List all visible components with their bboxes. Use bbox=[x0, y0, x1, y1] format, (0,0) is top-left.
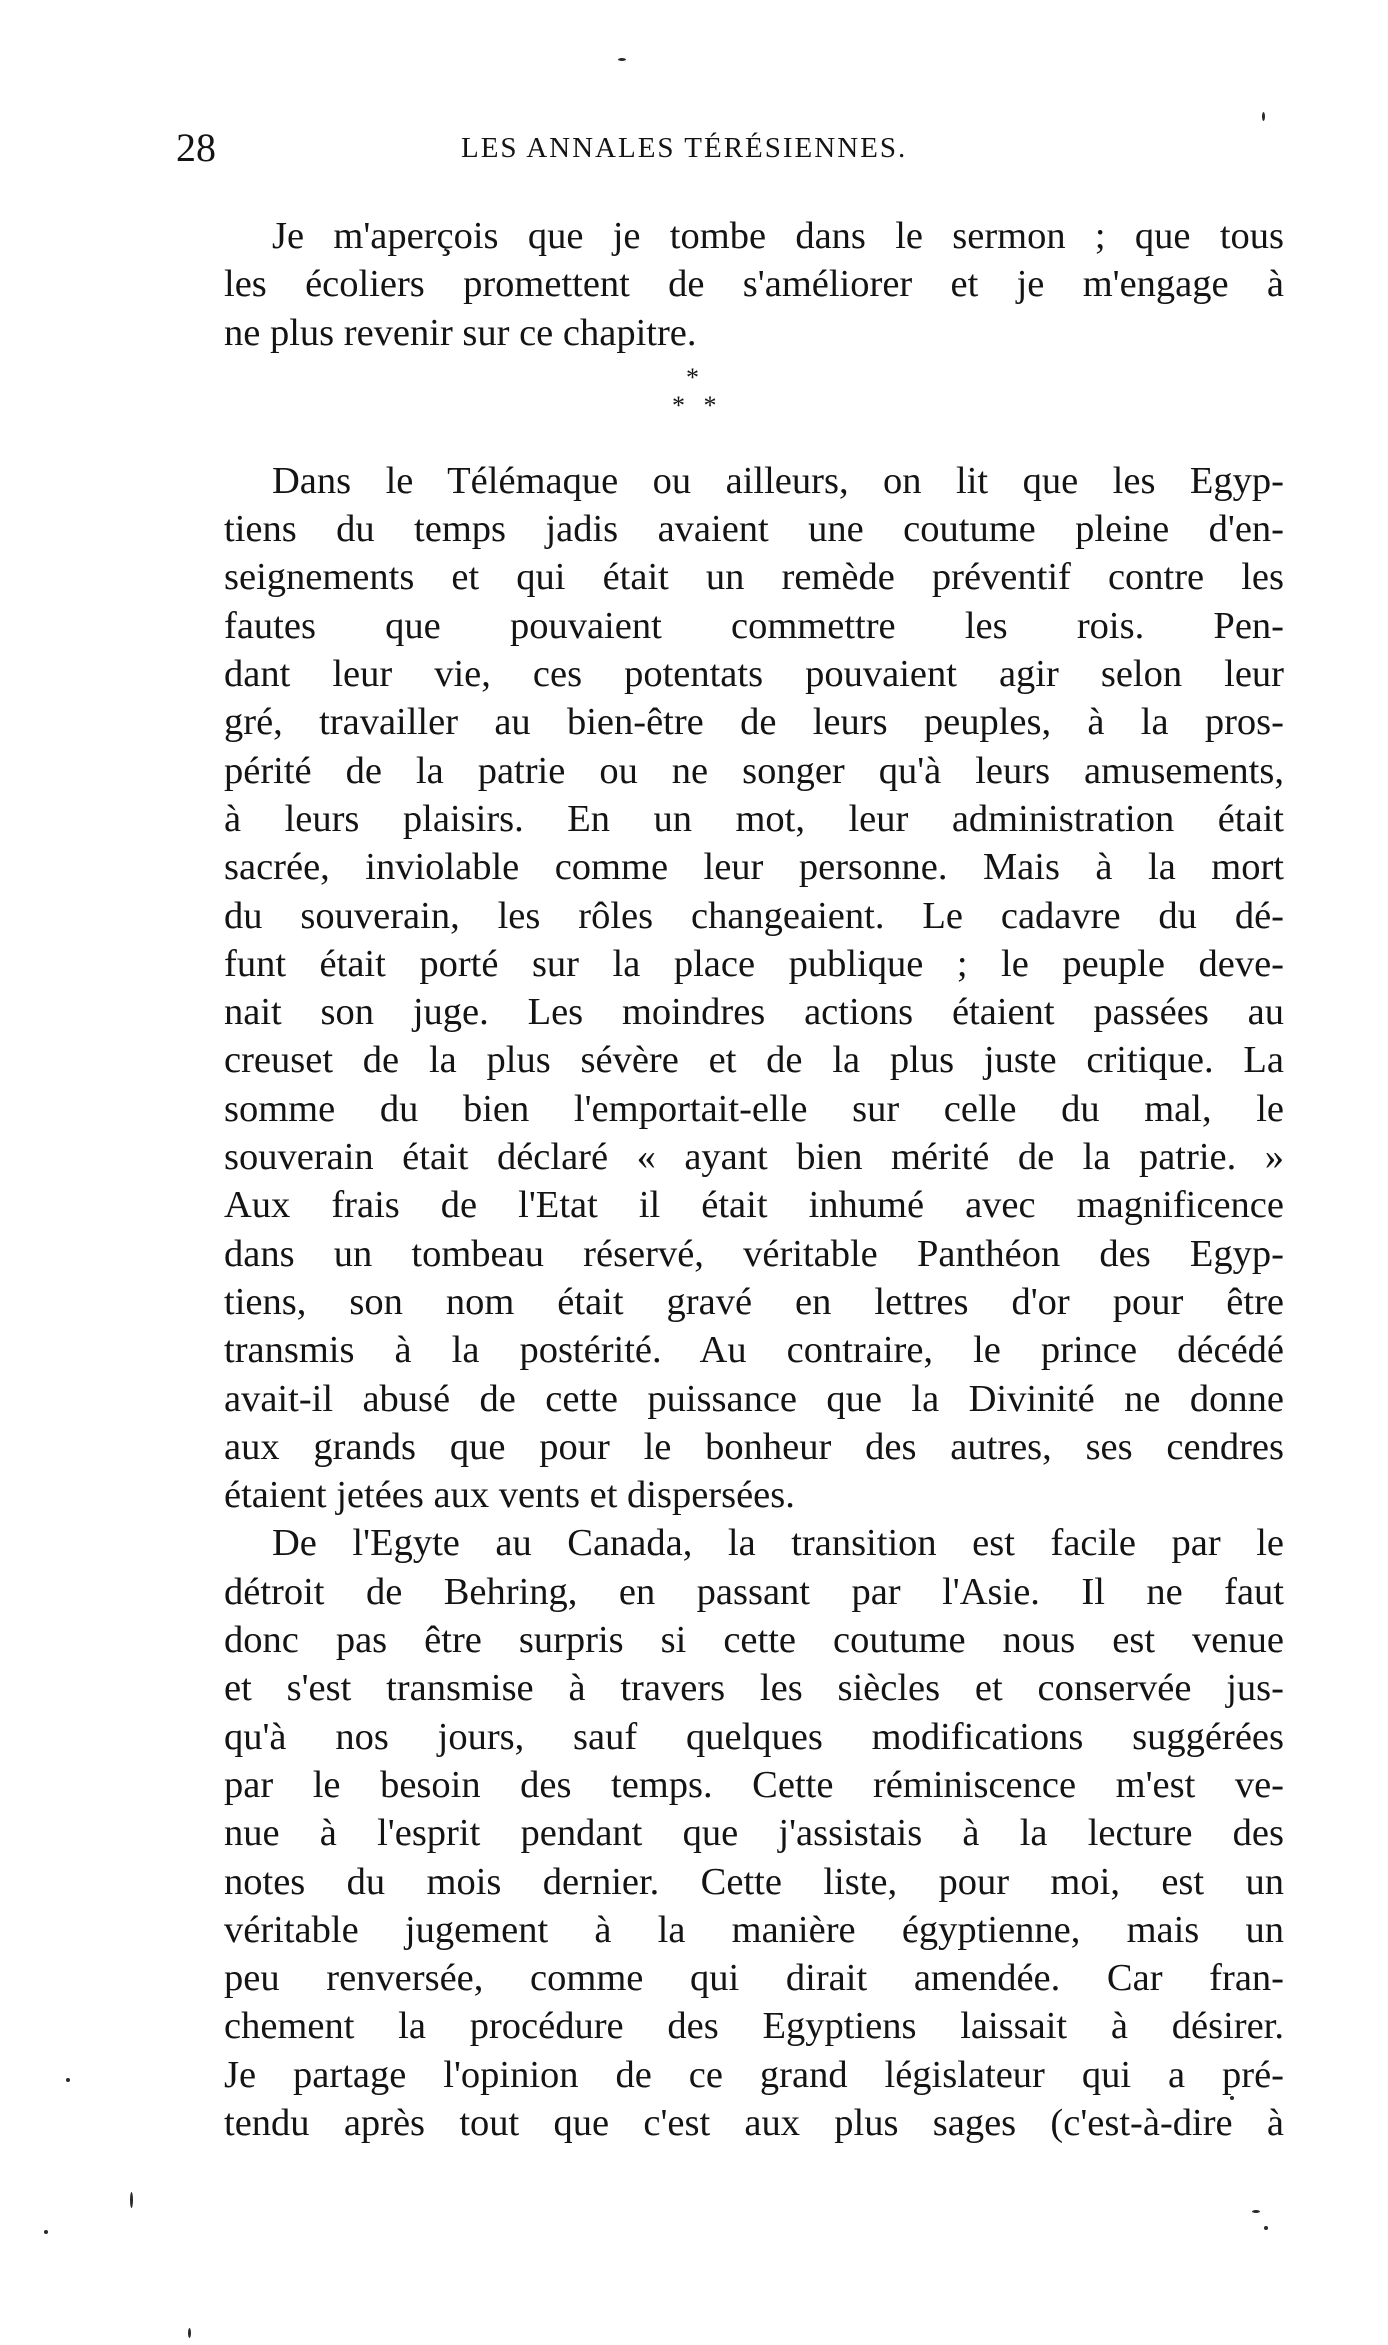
text-line: détroit de Behring, en passant par l'Asie. Il ne faut bbox=[224, 1570, 1284, 1613]
text-line: tiens du temps jadis avaient une coutume pleine d'en- bbox=[224, 508, 1284, 551]
text-line: Je m'aperçois que je tombe dans le sermon ; que tous bbox=[272, 215, 1284, 257]
running-head bbox=[176, 118, 1284, 178]
page-number: 28 bbox=[176, 125, 216, 170]
text-line: dant leur vie, ces potentats pouvaient agir selon leur bbox=[224, 653, 1284, 696]
text-line: Aux frais de l'Etat il était inhumé avec magnificence bbox=[224, 1184, 1284, 1227]
text-line: fautes que pouvaient commettre les rois. Pen- bbox=[224, 604, 1284, 647]
text-line: nue à l'esprit pendant que j'assistais à la lecture des bbox=[224, 1812, 1284, 1855]
text-line: les écoliers promettent de s'améliorer et je m'engage à bbox=[224, 263, 1284, 306]
scan-speck bbox=[618, 58, 626, 61]
text-line: peu renversée, comme qui dirait amendée. Car fran- bbox=[224, 1957, 1284, 2000]
paragraph-3 bbox=[176, 1519, 1284, 2147]
section-stars-bottom: * * bbox=[672, 390, 723, 420]
paragraph-2 bbox=[176, 457, 1284, 1520]
text-line: transmis à la postérité. Au contraire, le prince décédé bbox=[224, 1329, 1284, 1372]
text-line: nait son juge. Les moindres actions étaient passées au bbox=[224, 991, 1284, 1034]
text-line: à leurs plaisirs. En un mot, leur administration était bbox=[224, 797, 1284, 840]
text-line: aux grands que pour le bonheur des autres, ses cendres bbox=[224, 1425, 1284, 1468]
text-line: du souverain, les rôles changeaient. Le cadavre du dé- bbox=[224, 894, 1284, 937]
text-line: Dans le Télémaque ou ailleurs, on lit que les Egyp- bbox=[272, 459, 1284, 502]
paragraph-1 bbox=[176, 212, 1284, 357]
text-line: somme du bien l'emportait-elle sur celle du mal, le bbox=[224, 1087, 1284, 1130]
text-line: dans un tombeau réservé, véritable Panthéon des Egyp- bbox=[224, 1232, 1284, 1275]
scan-speck bbox=[188, 2328, 191, 2338]
scan-speck bbox=[1264, 2226, 1268, 2230]
scan-speck bbox=[1252, 2210, 1260, 2213]
text-line: chement la procédure des Egyptiens laissait à désirer. bbox=[224, 2005, 1284, 2048]
text-line: périté de la patrie ou ne songer qu'à leurs amusements, bbox=[224, 749, 1284, 792]
text-line: seignements et qui était un remède préventif contre les bbox=[224, 556, 1284, 599]
text-line: gré, travailler au bien-être de leurs peuples, à la pros- bbox=[224, 701, 1284, 744]
running-title: LES ANNALES TÉRÉSIENNES. bbox=[461, 132, 908, 164]
text-line: par le besoin des temps. Cette réminiscence m'est ve- bbox=[224, 1763, 1284, 1806]
text-line: ne plus revenir sur ce chapitre. bbox=[224, 311, 697, 354]
text-line: donc pas être surpris si cette coutume nous est venue bbox=[224, 1619, 1284, 1662]
text-line: tiens, son nom était gravé en lettres d'or pour être bbox=[224, 1280, 1284, 1323]
text-line: Je partage l'opinion de ce grand législateur qui a pré- bbox=[224, 2053, 1284, 2096]
text-line: qu'à nos jours, sauf quelques modifications suggérées bbox=[224, 1715, 1284, 1758]
text-line: tendu après tout que c'est aux plus sages (c'est-à-dire à bbox=[224, 2101, 1284, 2144]
scan-speck bbox=[1262, 112, 1265, 121]
text-line: funt était porté sur la place publique ; le peuple deve- bbox=[224, 942, 1284, 985]
section-break bbox=[176, 357, 1284, 457]
scan-speck bbox=[1230, 2096, 1234, 2100]
text-line: souverain était déclaré « ayant bien mérité de la patrie. » bbox=[224, 1136, 1284, 1179]
scan-speck bbox=[44, 2230, 48, 2234]
text-line: véritable jugement à la manière égyptienne, mais un bbox=[224, 1908, 1284, 1951]
text-line: sacrée, inviolable comme leur personne. Mais à la mort bbox=[224, 846, 1284, 889]
text-line: et s'est transmise à travers les siècles et conservée jus- bbox=[224, 1667, 1284, 1710]
scan-speck bbox=[130, 2192, 133, 2208]
section-star-top: * bbox=[686, 362, 699, 392]
text-line: étaient jetées aux vents et dispersées. bbox=[224, 1474, 795, 1517]
scan-speck bbox=[66, 2078, 70, 2082]
text-line: avait-il abusé de cette puissance que la Divinité ne donne bbox=[224, 1377, 1284, 1420]
text-line: notes du mois dernier. Cette liste, pour moi, est un bbox=[224, 1860, 1284, 1903]
text-line: De l'Egyte au Canada, la transition est facile par le bbox=[272, 1522, 1284, 1565]
text-line: creuset de la plus sévère et de la plus juste critique. La bbox=[224, 1039, 1284, 1082]
body-text bbox=[176, 212, 1284, 2147]
